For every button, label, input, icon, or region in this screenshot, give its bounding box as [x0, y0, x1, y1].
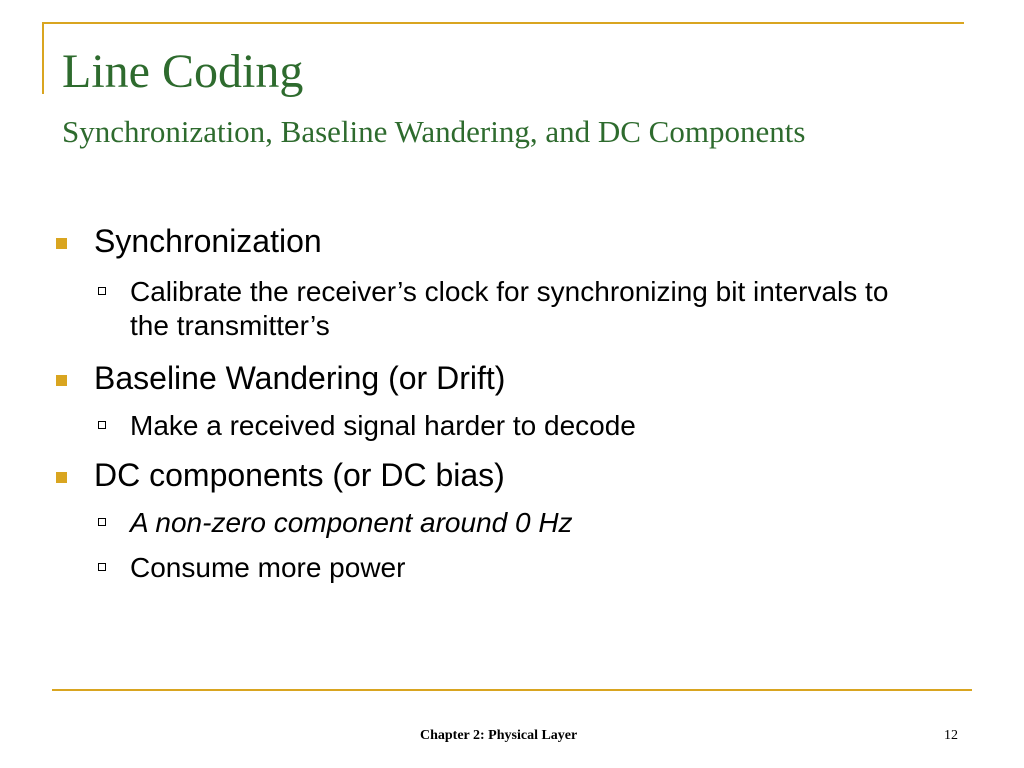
hollow-square-bullet-icon	[98, 518, 106, 526]
footer-divider	[52, 689, 972, 691]
filled-square-bullet-icon	[56, 238, 67, 249]
sub-bullet-item	[98, 506, 573, 540]
bullet-text: DC components (or DC bias)	[94, 457, 505, 493]
sub-bullet-text: Calibrate the receiver’s clock for synchronizing bit intervals to the transmitter’s	[130, 276, 889, 341]
bullet-item-synchronization	[56, 223, 322, 259]
slide-subtitle: Synchronization, Baseline Wandering, and DC Components	[62, 114, 806, 149]
bullet-text: Baseline Wandering (or Drift)	[94, 360, 506, 396]
sub-bullet-item	[98, 409, 636, 443]
sub-bullet-item	[98, 275, 920, 343]
hollow-square-bullet-icon	[98, 287, 106, 295]
hollow-square-bullet-icon	[98, 421, 106, 429]
footer-chapter-label: Chapter 2: Physical Layer	[420, 728, 578, 743]
sub-bullet-text: A non-zero component around 0 Hz	[130, 507, 573, 538]
bullet-text: Synchronization	[94, 223, 322, 259]
filled-square-bullet-icon	[56, 375, 67, 386]
footer-page-number: 12	[944, 728, 958, 743]
sub-bullet-text: Make a received signal harder to decode	[130, 410, 636, 441]
sub-bullet-text: Consume more power	[130, 552, 406, 583]
sub-bullet-item	[98, 551, 405, 585]
hollow-square-bullet-icon	[98, 563, 106, 571]
bullet-item-baseline-wandering	[56, 360, 505, 396]
slide-title: Line Coding	[62, 45, 304, 98]
bullet-item-dc-components	[56, 457, 505, 493]
filled-square-bullet-icon	[56, 472, 67, 483]
